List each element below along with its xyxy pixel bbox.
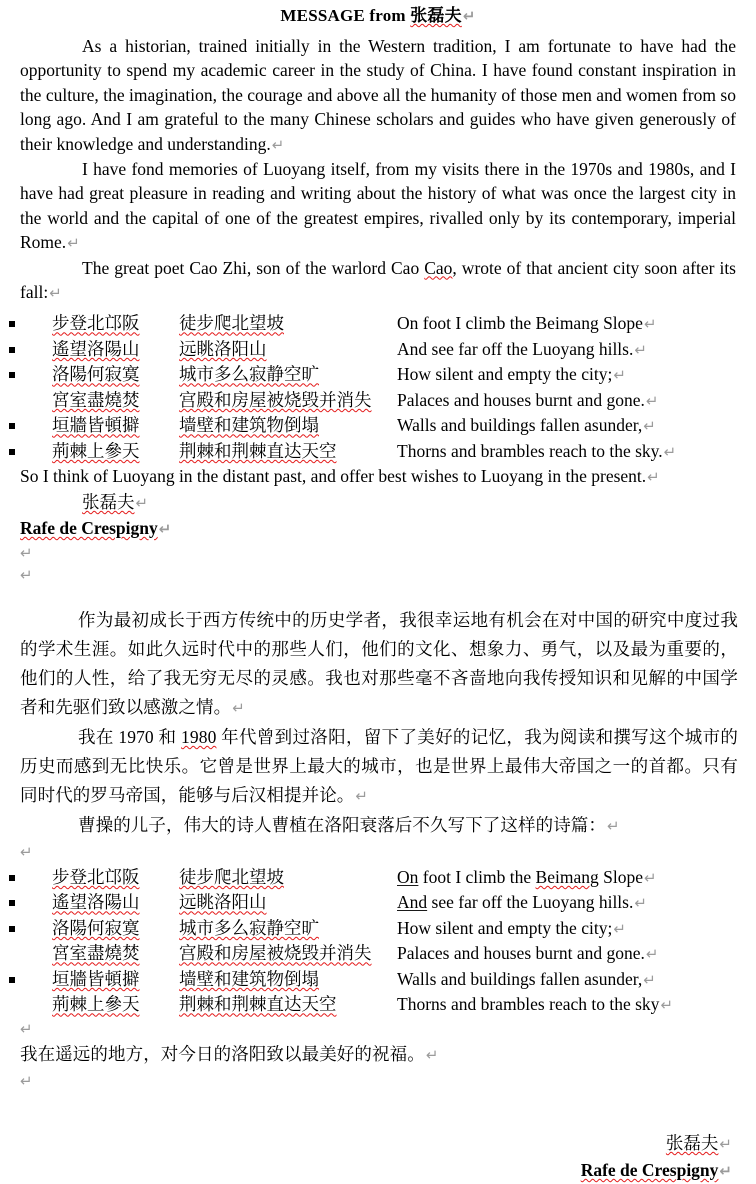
underlined-word: And — [397, 892, 428, 913]
poem-traditional-chinese: 垣牆皆頓擗 — [52, 415, 140, 436]
paragraph-mark: ↵ — [607, 816, 620, 835]
paragraph-mark: ↵ — [135, 493, 149, 512]
signature-chinese-top: 张磊夫↵ — [82, 491, 149, 512]
paragraph-mark: ↵ — [425, 1045, 439, 1064]
poem-simplified-chinese: 徒步爬北望坡 — [179, 866, 284, 887]
poem-english-translation: Walls and buildings fallen asunder,↵ — [397, 415, 656, 436]
bullet-marker — [0, 338, 22, 364]
poem-english-translation: On foot I climb the Beimang Slope↵ — [397, 313, 657, 334]
poem-english-translation: Thorns and brambles reach to the sky↵ — [397, 994, 674, 1015]
paragraph-mark: ↵ — [158, 519, 172, 538]
paragraph-mark: ↵ — [643, 315, 657, 334]
poem-row — [0, 413, 756, 439]
paragraph-mark: ↵ — [647, 468, 660, 487]
english-paragraph-3-before: The great poet Cao Zhi, son of the warlord Cao — [82, 257, 425, 278]
chinese-paragraph-2 — [0, 723, 756, 811]
empty-paragraph: ↵ — [20, 565, 33, 584]
poem-english-translation: Walls and buildings fallen asunder,↵ — [397, 968, 656, 989]
english-paragraph-3-after: , wrote of that ancient city soon after its fall: — [20, 257, 736, 303]
poem-simplified-chinese: 荆棘和荆棘直达天空 — [179, 440, 337, 461]
poem-traditional-chinese: 遙望洛陽山 — [52, 338, 140, 359]
poem-traditional-chinese: 垣牆皆頓擗 — [52, 968, 140, 989]
poem-traditional-chinese: 步登北邙阪 — [52, 313, 140, 334]
poem-simplified-chinese: 宫殿和房屋被烧毁并消失 — [179, 389, 372, 410]
poem-english-translation: How silent and empty the city;↵ — [397, 917, 626, 938]
poem-simplified-chinese: 宫殿和房屋被烧毁并消失 — [179, 943, 372, 964]
poem-english-translation: Palaces and houses burnt and gone.↵ — [397, 389, 659, 410]
bullet-marker — [0, 866, 22, 892]
poem-row — [0, 311, 756, 337]
poem-traditional-chinese: 步登北邙阪 — [52, 866, 140, 887]
poem-english-translation: Thorns and brambles reach to the sky.↵ — [397, 440, 677, 461]
poem-traditional-chinese: 宮室盡燒焚 — [52, 389, 140, 410]
chinese-paragraph-3-text: 曹操的儿子，伟大的诗人曹植在洛阳衰落后不久写下了这样的诗篇： — [78, 814, 606, 835]
poem-english-translation: And see far off the Luoyang hills.↵ — [397, 338, 647, 359]
page-title — [0, 4, 756, 28]
poem-row — [0, 916, 756, 942]
paragraph-mark: ↵ — [643, 417, 656, 436]
paragraph-mark: ↵ — [663, 442, 677, 461]
poem-simplified-chinese: 墙壁和建筑物倒塌 — [179, 415, 319, 436]
english-paragraph-1 — [0, 34, 756, 157]
poem-block-first — [0, 311, 756, 464]
paragraph-mark: ↵ — [613, 366, 626, 385]
empty-paragraph: ↵ — [20, 1071, 33, 1090]
title-prefix: MESSAGE from — [280, 6, 411, 25]
misspelled-word-cao: Cao — [424, 257, 453, 278]
misspelled-year-1980: 1980 — [181, 726, 217, 747]
poem-traditional-chinese: 洛陽何寂寞 — [52, 364, 140, 385]
paragraph-mark: ↵ — [660, 996, 674, 1015]
bullet-marker — [0, 968, 22, 994]
bullet-marker — [0, 312, 22, 338]
bullet-marker — [0, 440, 22, 466]
poem-row — [0, 337, 756, 363]
paragraph-mark: ↵ — [643, 970, 656, 989]
poem-simplified-chinese: 城市多么寂静空旷 — [179, 917, 319, 938]
paragraph-mark: ↵ — [462, 7, 476, 25]
chinese-paragraph-1-text: 作为最初成长于西方传统中的历史学者，我很幸运地有机会在对中国的研究中度过我的学术生涯。如此久远时代中的那些人们，他们的文化、想象力、勇气，以及最为重要的，他们的人性，给了我无穷无尽的灵感。我也对那些毫不吝啬地向我传授知识和见解的中国学者和先驱们致以感激之情。 — [20, 609, 738, 717]
chinese-paragraph-3 — [0, 811, 756, 841]
english-paragraph-1-text: As a historian, trained initially in the Western tradition, I am fortunate to have had the opportunity to spend my academic career in the study of China. I have found constant inspiration in the culture, the imagination, the courage and above all the humanity of those men and women from so long ago. And I am grateful to the many Chinese scholars and guides who have given generously of their knowledge and understanding. — [20, 36, 736, 154]
poem-traditional-chinese: 荊棘上參天 — [52, 440, 140, 461]
paragraph-mark: ↵ — [49, 284, 62, 303]
empty-paragraph: ↵ — [20, 1019, 33, 1038]
bullet-marker — [0, 414, 22, 440]
poem-row — [0, 967, 756, 993]
poem-row — [0, 362, 756, 388]
paragraph-mark: ↵ — [613, 919, 626, 938]
bullet-marker — [0, 917, 22, 943]
title-chinese-name: 张磊夫 — [410, 6, 462, 25]
poem-english-translation: How silent and empty the city;↵ — [397, 364, 626, 385]
poem-traditional-chinese: 荊棘上參天 — [52, 994, 140, 1015]
signature-english-top: Rafe de Crespigny↵ — [20, 517, 172, 538]
poem-simplified-chinese: 远眺洛阳山 — [179, 892, 267, 913]
poem-row — [0, 992, 756, 1018]
poem-row — [0, 941, 756, 967]
poem-block-second — [0, 865, 756, 1018]
english-paragraph-3 — [0, 256, 756, 306]
english-closing-line: So I think of Luoyang in the distant past, and offer best wishes to Luoyang in the present.↵ — [20, 466, 660, 487]
paragraph-mark: ↵ — [645, 391, 659, 410]
poem-english-translation: And see far off the Luoyang hills.↵ — [397, 892, 647, 913]
paragraph-mark: ↵ — [271, 135, 285, 154]
paragraph-mark: ↵ — [232, 698, 245, 717]
poem-row — [0, 439, 756, 465]
bullet-marker — [0, 891, 22, 917]
chinese-paragraph-2-after: 年代曾到过洛阳，留下了美好的记忆，我为阅读和撰写这个城市的历史而感到无比快乐。它曾是世界上最大的城市，也是世界上最伟大帝国之一的首都。只有同时代的罗马帝国，能够与后汉相提并论。 — [20, 726, 739, 805]
poem-english-translation: Palaces and houses burnt and gone.↵ — [397, 943, 659, 964]
poem-row — [0, 388, 756, 414]
poem-row — [0, 865, 756, 891]
poem-traditional-chinese: 宮室盡燒焚 — [52, 943, 140, 964]
misspelled-word-beimang: Beimang — [535, 866, 599, 887]
empty-paragraph: ↵ — [20, 543, 33, 562]
poem-simplified-chinese: 城市多么寂静空旷 — [179, 364, 319, 385]
poem-simplified-chinese: 荆棘和荆棘直达天空 — [179, 994, 337, 1015]
paragraph-mark: ↵ — [355, 786, 369, 805]
underlined-word: On — [397, 866, 419, 887]
paragraph-mark: ↵ — [719, 1134, 732, 1153]
english-paragraph-2-text: I have fond memories of Luoyang itself, from my visits there in the 1970s and 1980s, and I have had great pleasure in reading and writing about the history of what was once the largest city in the world and the capital of one of the greatest empires, rivalled only by its contemporary, imperial Rome. — [20, 159, 736, 253]
bullet-marker — [0, 363, 22, 389]
poem-simplified-chinese: 墙壁和建筑物倒塌 — [179, 968, 319, 989]
paragraph-mark: ↵ — [643, 868, 657, 887]
chinese-paragraph-2-before: 我在 1970 和 — [78, 726, 182, 747]
paragraph-mark: ↵ — [67, 234, 80, 253]
paragraph-mark: ↵ — [719, 1161, 732, 1180]
chinese-paragraph-1 — [0, 606, 756, 723]
poem-row — [0, 890, 756, 916]
poem-english-translation: On foot I climb the Beimang Slope↵ — [397, 866, 657, 887]
signature-english-bottom: Rafe de Crespigny↵ — [580, 1159, 732, 1180]
paragraph-mark: ↵ — [634, 340, 647, 359]
paragraph-mark: ↵ — [634, 894, 647, 913]
paragraph-mark: ↵ — [645, 945, 659, 964]
empty-paragraph: ↵ — [20, 842, 33, 861]
signature-chinese-bottom: 张磊夫↵ — [665, 1132, 732, 1153]
english-paragraph-2 — [0, 157, 756, 256]
poem-simplified-chinese: 徒步爬北望坡 — [179, 313, 284, 334]
document-page — [0, 4, 756, 1180]
poem-traditional-chinese: 遙望洛陽山 — [52, 892, 140, 913]
poem-simplified-chinese: 远眺洛阳山 — [179, 338, 267, 359]
poem-traditional-chinese: 洛陽何寂寞 — [52, 917, 140, 938]
chinese-closing-line: 我在遥远的地方，对今日的洛阳致以最美好的祝福。↵ — [20, 1043, 439, 1064]
